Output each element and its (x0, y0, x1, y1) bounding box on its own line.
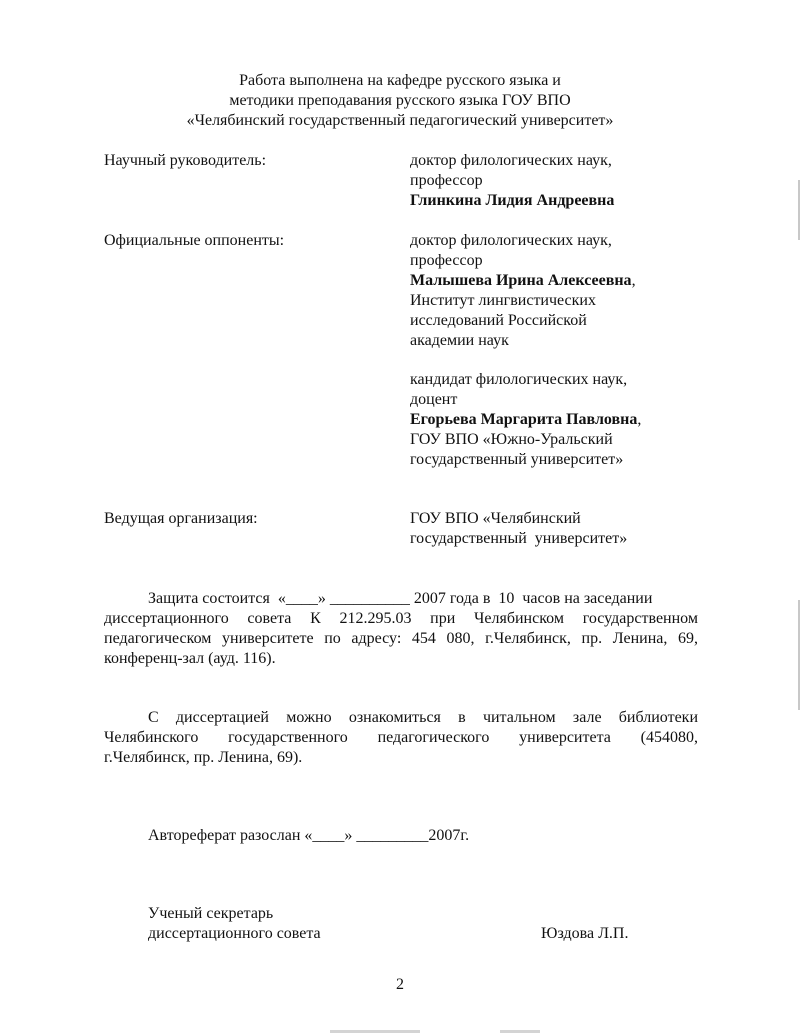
page-number: 2 (396, 976, 404, 993)
library-line-2: Челябинского государственного педагогического университета (454080, (104, 729, 698, 746)
opponent-2-name-line (410, 410, 641, 430)
secretary-name: Юздова Л.П. (541, 925, 629, 942)
opponent-2-title: доцент (410, 391, 458, 408)
lead-org-line-2: государственный университет» (410, 530, 628, 547)
opponent-2-degree: кандидат филологических наук, (410, 371, 628, 388)
supervisor-name: Глинкина Лидия Андреевна (410, 192, 615, 209)
scan-bottom-mark (500, 1030, 540, 1033)
header-line-3: «Челябинский государственный педагогический университет» (186, 112, 614, 129)
library-line-3: г.Челябинск, пр. Ленина, 69). (104, 749, 303, 766)
opponent-1-org-line-1: Институт лингвистических (410, 292, 596, 309)
header-line-1: Работа выполнена на кафедре русского языка и (239, 72, 561, 89)
opponent-2-name-suffix: , (637, 411, 642, 428)
defense-line-2: диссертационного совета К 212.295.03 при Челябинском государственном (104, 610, 698, 627)
opponent-1-name: Малышева Ирина Алексеевна (410, 272, 632, 289)
opponent-1-org-line-2: исследований Российской (410, 312, 587, 329)
secretary-council: диссертационного совета (148, 925, 321, 942)
defense-line-3: педагогическом университете по адресу: 454 080, г.Челябинск, пр. Ленина, 69, (104, 630, 698, 647)
opponent-2-org-line-1: ГОУ ВПО «Южно-Уральский (410, 431, 613, 448)
opponent-1-name-suffix: , (631, 272, 636, 289)
supervisor-title: профессор (410, 172, 483, 189)
defense-line-4: конференц-зал (ауд. 116). (104, 650, 276, 667)
opponent-2-org-line-2: государственный университет» (410, 451, 624, 468)
mailing-text: Автореферат разослан «____» _________2007г. (148, 827, 470, 844)
secretary-title: Ученый секретарь (148, 905, 274, 922)
opponent-1-name-line (410, 271, 636, 291)
opponents-label: Официальные оппоненты: (104, 232, 285, 249)
opponent-2-name: Егорьева Маргарита Павловна (410, 411, 638, 428)
supervisor-degree: доктор филологических наук, (410, 152, 612, 169)
defense-line-1: Защита состоится «____» __________ 2007 года в 10 часов на заседании (148, 590, 653, 607)
opponent-1-title: профессор (410, 252, 483, 269)
scan-bottom-mark (330, 1030, 420, 1033)
opponent-1-degree: доктор филологических наук, (410, 232, 612, 249)
opponent-1-org-line-3: академии наук (410, 332, 509, 349)
supervisor-label: Научный руководитель: (104, 152, 267, 169)
library-line-1: С диссертацией можно ознакомиться в читальном зале библиотеки (148, 709, 698, 726)
lead-org-line-1: ГОУ ВПО «Челябинский (410, 510, 581, 527)
lead-org-label: Ведущая организация: (104, 510, 258, 527)
header-line-2: методики преподавания русского языка ГОУ ВПО (229, 92, 571, 109)
